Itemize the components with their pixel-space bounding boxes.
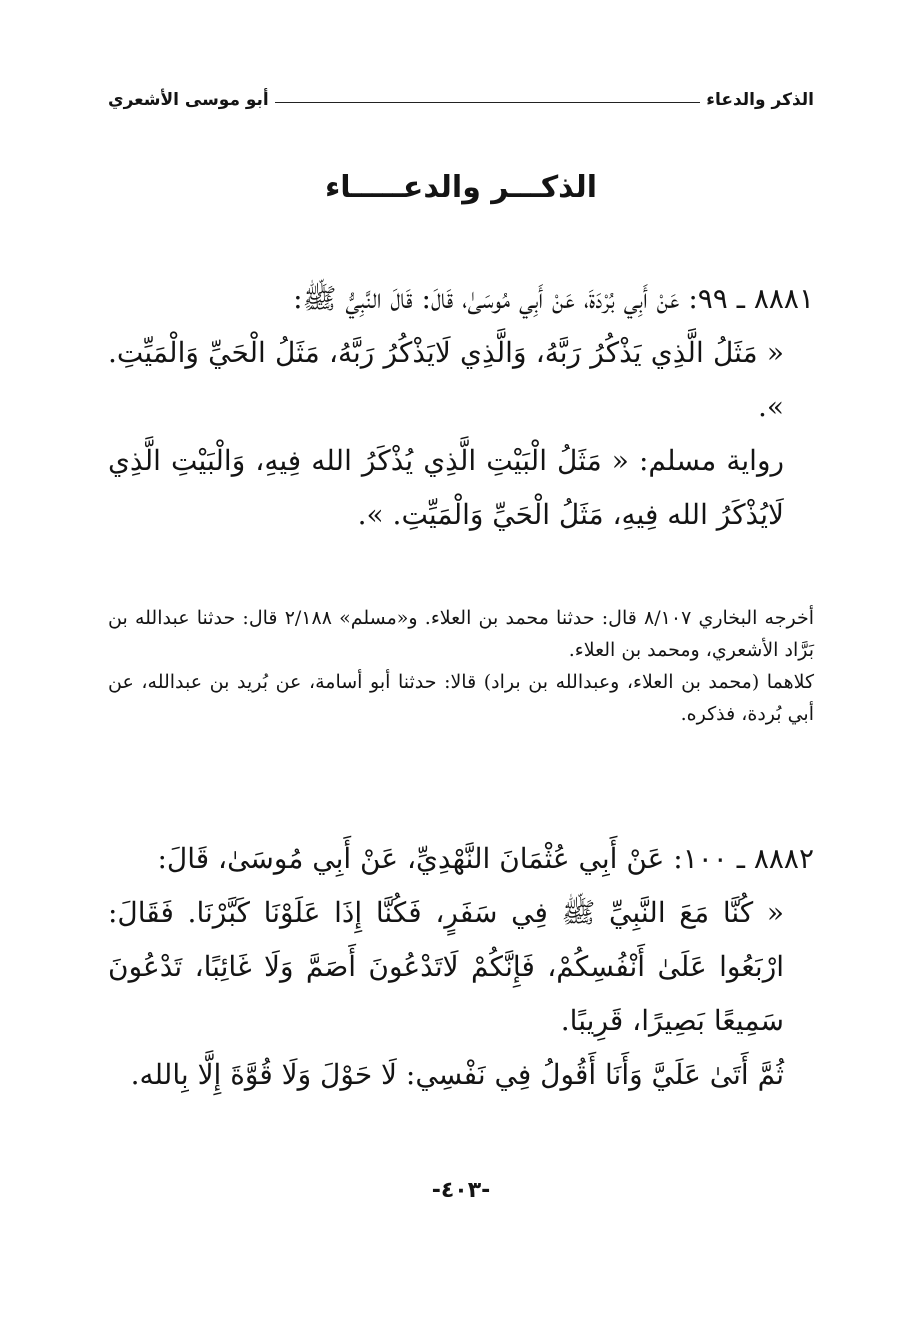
- running-header: [108, 84, 814, 116]
- chapter-title: الذكـــر والدعـــــاء: [324, 170, 598, 205]
- header-chapter-name: الذكر والدعاء: [706, 90, 814, 110]
- hadith-8882: [108, 832, 814, 1102]
- hadith-matn-continued: ثُمَّ أَتَىٰ عَلَيَّ وَأَنَا أَقُولُ فِي نَفْسِي: لَا حَوْلَ وَلَا قُوَّةَ إِلَّا بِالله.: [130, 1058, 784, 1091]
- header-book-section: أبو موسى الأشعري: [108, 90, 269, 110]
- takhrij-paragraph: كلاهما (محمد بن العلاء، وعبدالله بن براد) قالا: حدثنا أبو أسامة، عن بُريد بن عبدالله، عن أبي بُردة، فذكره.: [108, 671, 814, 725]
- takhrij-8881: [108, 602, 814, 730]
- hadith-8881: [108, 272, 814, 542]
- takhrij-paragraph: أخرجه البخاري ٨/١٠٧ قال: حدثنا محمد بن العلاء. و«مسلم» ٢/١٨٨ قال: حدثنا عبدالله بن بَرَّاد الأشعري، ومحمد بن العلاء.: [108, 607, 814, 661]
- hadith-matn: « مَثَلُ الَّذِي يَذْكُرُ رَبَّهُ، وَالَّذِي لَايَذْكُرُ رَبَّهُ، مَثَلُ الْحَيِّ وَالْمَيِّتِ. ».: [108, 336, 784, 423]
- hadith-isnad: ٨٨٨٢ ـ ١٠٠: عَنْ أَبِي عُثْمَانَ النَّهْدِيِّ، عَنْ أَبِي مُوسَىٰ، قَالَ:: [157, 842, 814, 875]
- page-number: -٤٠٣-: [431, 1178, 491, 1203]
- header-rule: [275, 102, 701, 103]
- hadith-isnad: ٨٨٨١ ـ ٩٩: عَنْ أَبِي بُرْدَةَ، عَنْ أَبِي مُوسَىٰ، قَالَ: قَالَ النَّبِيُّ ﷺ:: [293, 282, 814, 315]
- hadith-matn: « كُنَّا مَعَ النَّبِيِّ ﷺ فِي سَفَرٍ، فَكُنَّا إِذَا عَلَوْنَا كَبَّرْنَا. فَقَالَ: ارْبَعُوا عَلَىٰ أَنْفُسِكُمْ، فَإِنَّكُمْ لَاتَدْعُونَ أَصَمَّ وَلَا غَائِبًا، تَدْعُونَ سَمِيعًا بَصِيرًا، قَرِيبًا.: [108, 896, 784, 1037]
- hadith-riwaya-muslim: رواية مسلم: « مَثَلُ الْبَيْتِ الَّذِي يُذْكَرُ الله فِيهِ، وَالْبَيْتِ الَّذِي لَايُذْكَرُ الله فِيهِ، مَثَلُ الْحَيِّ وَالْمَيِّتِ. ».: [108, 444, 784, 531]
